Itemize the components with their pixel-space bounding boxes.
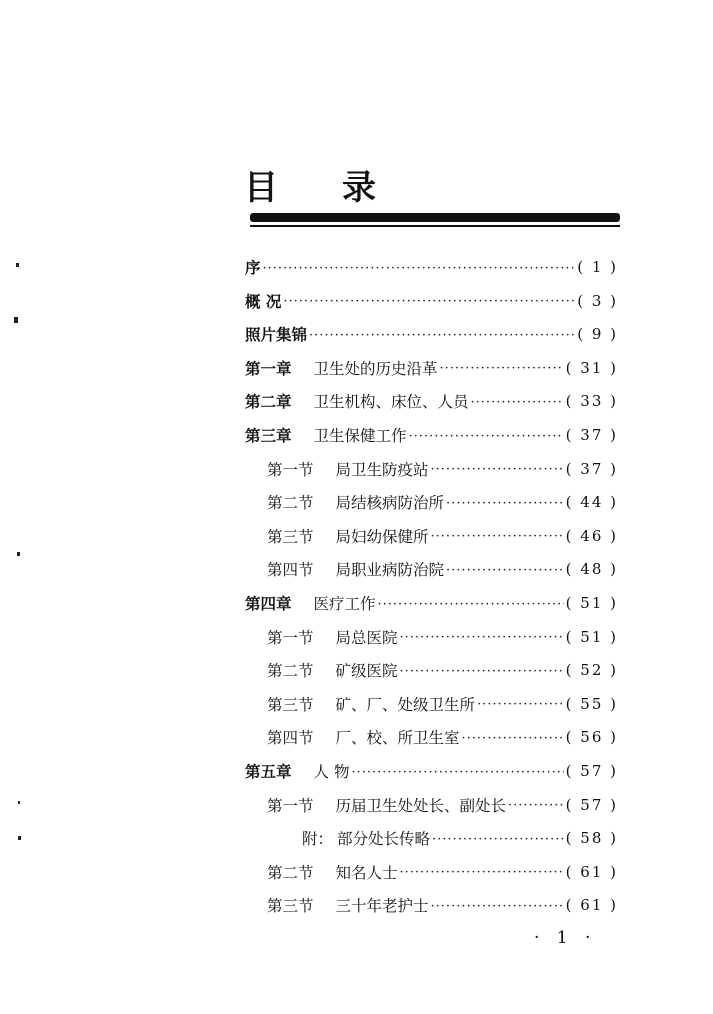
toc-entry-page: ( 1 )	[577, 258, 618, 276]
toc-entry-prefix: 第二节	[267, 863, 314, 882]
toc-entry-title: 卫生保健工作	[313, 427, 407, 445]
toc-entry-title: 部分处长传略	[337, 830, 431, 849]
toc-dot-leader	[477, 697, 564, 712]
toc-entry-title: 局结核病防治所	[335, 494, 445, 513]
toc-entry-page: ( 33 )	[565, 392, 618, 411]
toc-entry-page: ( 48 )	[565, 560, 618, 579]
toc-entry-title: 矿、厂、处级卫生所	[335, 695, 476, 714]
toc-entry	[245, 286, 618, 316]
toc-entry-title: 局卫生防疫站	[335, 460, 429, 479]
page-title	[244, 160, 376, 209]
toc-dot-leader	[283, 294, 575, 309]
title-rule-thin	[250, 225, 620, 227]
toc-entry-prefix: 第五章	[245, 762, 292, 781]
toc-entry	[267, 790, 618, 820]
toc-dot-leader	[431, 529, 564, 544]
toc-entry-title: 卫生机构、床位、人员	[313, 393, 469, 412]
toc-entry-page: ( 37 )	[565, 459, 618, 478]
toc-entry-title: 卫生处的历史沿革	[313, 359, 438, 378]
toc-dot-leader	[446, 563, 564, 578]
toc-entry-prefix: 第二章	[245, 392, 292, 412]
toc-dot-leader	[440, 361, 564, 376]
toc-entry-page: ( 61 )	[565, 896, 618, 915]
toc-entry-prefix: 照片集锦	[245, 325, 308, 345]
toc-entry-prefix: 第四节	[267, 561, 314, 580]
toc-entry	[267, 655, 618, 685]
toc-dot-leader	[400, 664, 564, 679]
toc-entry	[267, 857, 618, 887]
toc-entry-title: 医疗工作	[313, 595, 376, 613]
toc-entry-title: 局职业病防治院	[335, 561, 445, 580]
toc-entry	[267, 689, 618, 719]
toc-entry-page: ( 51 )	[565, 627, 618, 646]
toc-dot-leader	[309, 328, 575, 343]
toc-entry	[245, 588, 618, 618]
toc-entry-page: ( 61 )	[565, 862, 618, 881]
title-rule-thick	[250, 213, 620, 222]
toc-entry	[245, 386, 618, 416]
scan-speck	[16, 263, 19, 267]
toc-entry-title: 厂、校、所卫生室	[335, 729, 460, 748]
toc-entry	[267, 722, 618, 752]
toc-entry-prefix: 第三节	[267, 695, 314, 714]
toc-dot-leader	[409, 429, 564, 444]
toc-dot-leader	[351, 765, 563, 780]
toc-entry-prefix: 第三章	[245, 426, 292, 445]
toc-entry	[245, 756, 618, 786]
toc-entry-prefix: 概 况	[245, 291, 282, 311]
toc-entry-page: ( 37 )	[565, 426, 618, 444]
toc-dot-leader	[378, 597, 564, 612]
toc-entry	[267, 521, 618, 551]
toc-entry-prefix: 第二节	[267, 494, 314, 513]
toc-dot-leader	[432, 832, 564, 847]
toc-entry-title: 历届卫生处处长、副处长	[335, 796, 507, 815]
toc-entry-prefix: 附：	[302, 830, 334, 849]
toc-entry-page: ( 57 )	[565, 762, 618, 780]
toc-entry-page: ( 55 )	[565, 694, 618, 713]
toc-dot-leader	[471, 395, 564, 410]
toc-entry-prefix: 第四节	[267, 729, 314, 748]
toc-entry-page: ( 56 )	[565, 728, 618, 747]
toc-entry-title: 矿级医院	[335, 662, 398, 681]
scan-speck	[17, 552, 20, 556]
toc-entry-title: 三十年老护士	[335, 897, 429, 916]
title-char-mu: 目	[244, 168, 278, 208]
toc-entry	[302, 823, 618, 853]
scan-speck	[18, 801, 20, 804]
toc-dot-leader	[431, 462, 564, 477]
toc-entry-title: 局总医院	[335, 628, 398, 647]
title-char-lu: 录	[342, 168, 376, 208]
toc-entry-page: ( 46 )	[565, 526, 618, 545]
page-number: · 1 ·	[534, 928, 597, 948]
toc-dot-leader	[508, 798, 564, 813]
toc-entry-prefix: 第一章	[245, 358, 292, 378]
toc-entry-title: 人 物	[313, 763, 350, 781]
toc-entry-prefix: 第一节	[267, 460, 314, 479]
toc-entry-prefix: 序	[245, 258, 261, 277]
toc-dot-leader	[263, 261, 576, 276]
toc-entry-page: ( 51 )	[565, 594, 618, 612]
toc-entry-prefix: 第一节	[267, 796, 314, 815]
toc-entry-page: ( 3 )	[577, 291, 618, 310]
toc-dot-leader	[400, 865, 564, 880]
toc-dot-leader	[400, 630, 564, 645]
toc-entry-page: ( 52 )	[565, 661, 618, 680]
toc-entry	[267, 622, 618, 652]
toc-entry-title: 局妇幼保健所	[335, 527, 429, 546]
toc-entry	[245, 252, 618, 282]
toc-dot-leader	[431, 899, 564, 914]
toc-dot-leader	[462, 731, 564, 746]
toc-entry	[245, 319, 618, 349]
toc-dot-leader	[446, 496, 564, 511]
toc-entry-page: ( 44 )	[565, 493, 618, 512]
toc-entry-page: ( 9 )	[577, 325, 618, 344]
toc-entry-prefix: 第二节	[267, 662, 314, 681]
toc-entry-page: ( 57 )	[565, 795, 618, 814]
toc-entry-page: ( 58 )	[565, 829, 618, 848]
toc-entry-prefix: 第三节	[267, 527, 314, 546]
toc-entry	[267, 890, 618, 920]
toc-entry	[267, 487, 618, 517]
toc-entry	[245, 353, 618, 383]
toc-entry-title: 知名人士	[335, 863, 398, 882]
scan-speck	[18, 836, 21, 840]
toc-entry-prefix: 第三节	[267, 897, 314, 916]
toc-entry-page: ( 31 )	[565, 358, 618, 377]
scan-speck	[14, 317, 18, 323]
toc-entry	[267, 454, 618, 484]
toc-entry-prefix: 第一节	[267, 628, 314, 647]
toc-entry	[245, 420, 618, 450]
toc-entry	[267, 554, 618, 584]
toc-entry-prefix: 第四章	[245, 594, 292, 613]
